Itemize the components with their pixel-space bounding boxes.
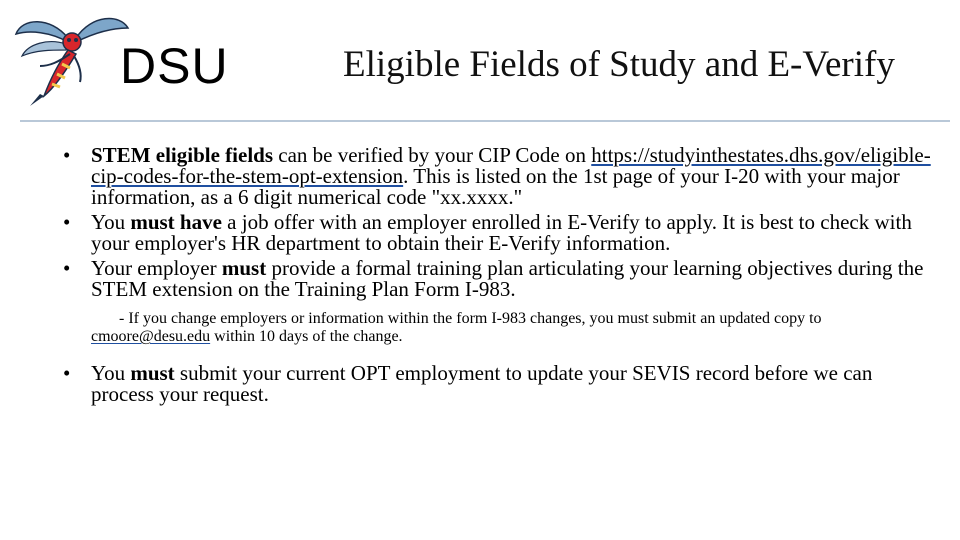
logo-text: DSU — [120, 38, 229, 94]
bullet-text: provide a formal training plan articulating your learning objectives during the STEM extension on the Training Plan Form I-983. — [91, 256, 924, 301]
bullet-text: Your employer — [91, 256, 222, 280]
bullet-training-plan — [60, 258, 940, 300]
bold-text: must have — [130, 210, 222, 234]
bullet-text: a job offer with an employer enrolled in E-Verify to apply. It is best to check with your employer's HR department to obtain their E-Verify information. — [91, 210, 912, 255]
bullet-job-offer — [60, 212, 940, 254]
sub-text: - If you change employers or information within the form I-983 changes, you must submit an updated copy to — [119, 310, 822, 327]
bullet-text: You — [91, 210, 131, 234]
sub-text: within 10 days of the change. — [210, 328, 403, 345]
bold-text: STEM eligible fields — [91, 143, 274, 167]
bold-text: must — [130, 361, 175, 385]
hornet-logo-icon — [10, 8, 130, 108]
bullet-icon: • — [63, 361, 71, 385]
bullet-text: submit your current OPT employment to update your SEVIS record before we can process your request. — [91, 361, 873, 406]
email-link[interactable]: cmoore@desu.edu — [91, 328, 211, 345]
bullet-icon: • — [63, 210, 71, 234]
bullet-stem-fields — [60, 145, 940, 208]
bullet-text: You — [91, 361, 131, 385]
content-body — [60, 143, 940, 405]
bold-text: must — [221, 256, 267, 280]
page-title: Eligible Fields of Study and E-Verify — [343, 44, 895, 85]
header-divider — [20, 120, 950, 122]
sub-note-employer-change — [60, 310, 940, 346]
bullet-icon: • — [63, 143, 71, 167]
cip-codes-link[interactable]: https://studyinthestates.dhs.gov/eligible-cip-codes-for-the-stem-opt-extension — [91, 143, 931, 188]
bullet-icon: • — [63, 256, 71, 280]
bullet-text: can be verified by your CIP Code on — [273, 143, 592, 167]
bullet-sevis-record — [60, 363, 940, 405]
bullet-text: . This is listed on the 1st page of your I-20 with your major information, as a 6 digit numerical code "xx.xxxx." — [91, 164, 900, 209]
